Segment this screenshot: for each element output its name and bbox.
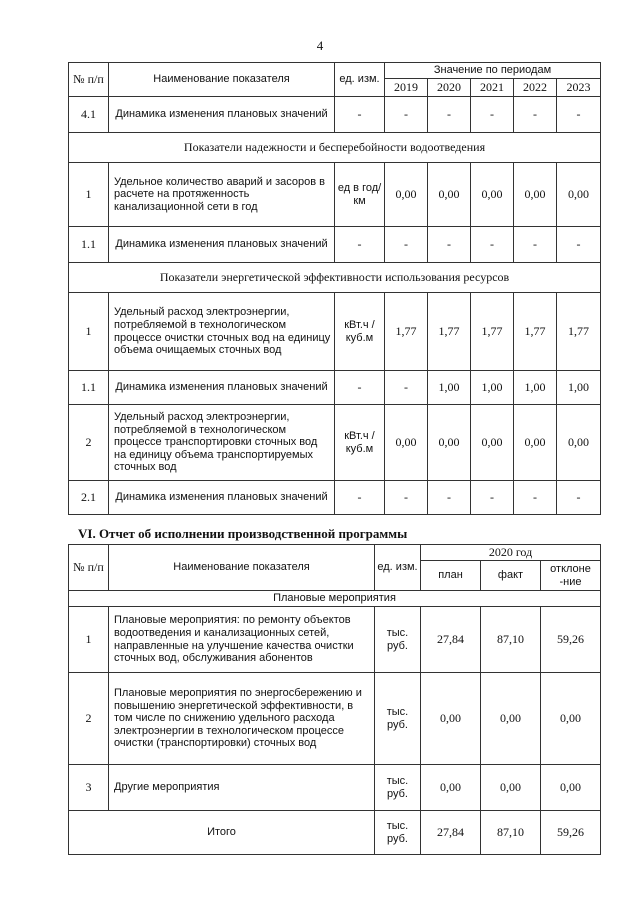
table-row <box>69 765 601 811</box>
total-row <box>69 811 601 855</box>
header-year: 2021 <box>471 79 514 97</box>
row-value: 1,77 <box>557 293 601 371</box>
header-year: 2020 <box>428 79 471 97</box>
row-plan: 0,00 <box>421 765 481 811</box>
total-plan: 27,84 <box>421 811 481 855</box>
row-value: - <box>428 97 471 133</box>
row-unit: - <box>335 97 385 133</box>
row-value: 1,00 <box>428 371 471 405</box>
header-plan: план <box>421 561 481 591</box>
row-value: 1,77 <box>471 293 514 371</box>
row-unit: тыс. руб. <box>375 607 421 673</box>
row-unit: - <box>335 371 385 405</box>
row-unit: - <box>335 481 385 515</box>
row-value: 0,00 <box>557 163 601 227</box>
row-value: 1,77 <box>428 293 471 371</box>
row-num: 1 <box>69 293 109 371</box>
row-deviation: 0,00 <box>541 673 601 765</box>
row-num: 4.1 <box>69 97 109 133</box>
header-unit: ед. изм. <box>335 63 385 97</box>
header-num: № п/п <box>69 545 109 591</box>
program-report-table <box>68 544 601 855</box>
row-value: - <box>514 227 557 263</box>
table-row <box>69 97 601 133</box>
row-plan: 27,84 <box>421 607 481 673</box>
row-value: 0,00 <box>428 163 471 227</box>
row-value: - <box>557 481 601 515</box>
row-deviation: 59,26 <box>541 607 601 673</box>
header-year: 2019 <box>385 79 428 97</box>
row-value: - <box>385 371 428 405</box>
header-name: Наименование показателя <box>109 63 335 97</box>
row-plan: 0,00 <box>421 673 481 765</box>
indicators-table <box>68 62 601 515</box>
row-unit: - <box>335 227 385 263</box>
row-name: Динамика изменения плановых значений <box>109 227 335 263</box>
row-value: 1,00 <box>471 371 514 405</box>
row-name: Динамика изменения плановых значений <box>109 481 335 515</box>
header-year: 2023 <box>557 79 601 97</box>
header-year: 2020 год <box>421 545 601 561</box>
row-num: 2.1 <box>69 481 109 515</box>
table-row <box>69 607 601 673</box>
row-value: 0,00 <box>514 163 557 227</box>
table-row <box>69 293 601 371</box>
row-value: 1,00 <box>557 371 601 405</box>
row-num: 2 <box>69 673 109 765</box>
row-value: 1,77 <box>385 293 428 371</box>
row-name: Другие мероприятия <box>109 765 375 811</box>
table-row <box>69 673 601 765</box>
row-unit: ед в год/ км <box>335 163 385 227</box>
table-row <box>69 405 601 481</box>
header-fact: факт <box>481 561 541 591</box>
row-value: - <box>514 97 557 133</box>
row-name: Удельный расход электроэнергии, потребляемой в технологическом процессе очистки сточных вод на единицу объема очищаемых сточных вод <box>109 293 335 371</box>
row-value: - <box>428 227 471 263</box>
row-value: 0,00 <box>557 405 601 481</box>
header-unit: ед. изм. <box>375 545 421 591</box>
row-value: - <box>428 481 471 515</box>
row-num: 1 <box>69 607 109 673</box>
row-unit: тыс. руб. <box>375 673 421 765</box>
row-value: - <box>471 481 514 515</box>
row-value: - <box>557 97 601 133</box>
row-name: Удельный расход электроэнергии, потребляемой в технологическом процессе транспортировки сточных вод на единицу объема транспортируемых сточных вод <box>109 405 335 481</box>
row-value: - <box>385 481 428 515</box>
section-header: Показатели энергетической эффективности использования ресурсов <box>69 263 601 293</box>
row-value: 0,00 <box>385 405 428 481</box>
table-row <box>69 481 601 515</box>
row-value: - <box>471 97 514 133</box>
row-value: - <box>385 227 428 263</box>
row-name: Плановые мероприятия: по ремонту объектов водоотведения и канализационных сетей, направленные на улучшение качества очистки сточных вод, обслуживания абонентов <box>109 607 375 673</box>
row-value: - <box>514 481 557 515</box>
row-num: 1.1 <box>69 227 109 263</box>
section-header: Плановые мероприятия <box>69 591 601 607</box>
row-unit: тыс. руб. <box>375 765 421 811</box>
row-value: 0,00 <box>428 405 471 481</box>
header-deviation: отклоне -ние <box>541 561 601 591</box>
row-value: - <box>557 227 601 263</box>
total-deviation: 59,26 <box>541 811 601 855</box>
row-value: - <box>385 97 428 133</box>
total-label: Итого <box>69 811 375 855</box>
row-value: 0,00 <box>385 163 428 227</box>
row-value: 0,00 <box>471 405 514 481</box>
total-fact: 87,10 <box>481 811 541 855</box>
section-title: VI. Отчет об исполнении производственной программы <box>78 526 408 541</box>
header-name: Наименование показателя <box>109 545 375 591</box>
header-periods: Значение по периодам <box>385 63 601 79</box>
row-name: Динамика изменения плановых значений <box>109 97 335 133</box>
row-value: 1,00 <box>514 371 557 405</box>
row-value: 0,00 <box>471 163 514 227</box>
row-num: 2 <box>69 405 109 481</box>
row-value: 1,77 <box>514 293 557 371</box>
table-row <box>69 163 601 227</box>
row-fact: 0,00 <box>481 765 541 811</box>
row-value: - <box>471 227 514 263</box>
row-deviation: 0,00 <box>541 765 601 811</box>
page-number: 4 <box>316 38 324 53</box>
row-num: 3 <box>69 765 109 811</box>
row-num: 1.1 <box>69 371 109 405</box>
header-year: 2022 <box>514 79 557 97</box>
row-fact: 0,00 <box>481 673 541 765</box>
table-row <box>69 371 601 405</box>
header-num: № п/п <box>69 63 109 97</box>
row-fact: 87,10 <box>481 607 541 673</box>
total-unit: тыс. руб. <box>375 811 421 855</box>
row-name: Удельное количество аварий и засоров в расчете на протяженность канализационной сети в год <box>109 163 335 227</box>
row-unit: кВт.ч / куб.м <box>335 293 385 371</box>
row-name: Плановые мероприятия по энергосбережению и повышению энергетической эффективности, в том числе по снижению удельного расхода электроэнергии в технологическом процессе очистки (транспортировки) сточных вод <box>109 673 375 765</box>
row-value: 0,00 <box>514 405 557 481</box>
section-header: Показатели надежности и бесперебойности водоотведения <box>69 133 601 163</box>
row-name: Динамика изменения плановых значений <box>109 371 335 405</box>
row-num: 1 <box>69 163 109 227</box>
row-unit: кВт.ч / куб.м <box>335 405 385 481</box>
table-row <box>69 227 601 263</box>
